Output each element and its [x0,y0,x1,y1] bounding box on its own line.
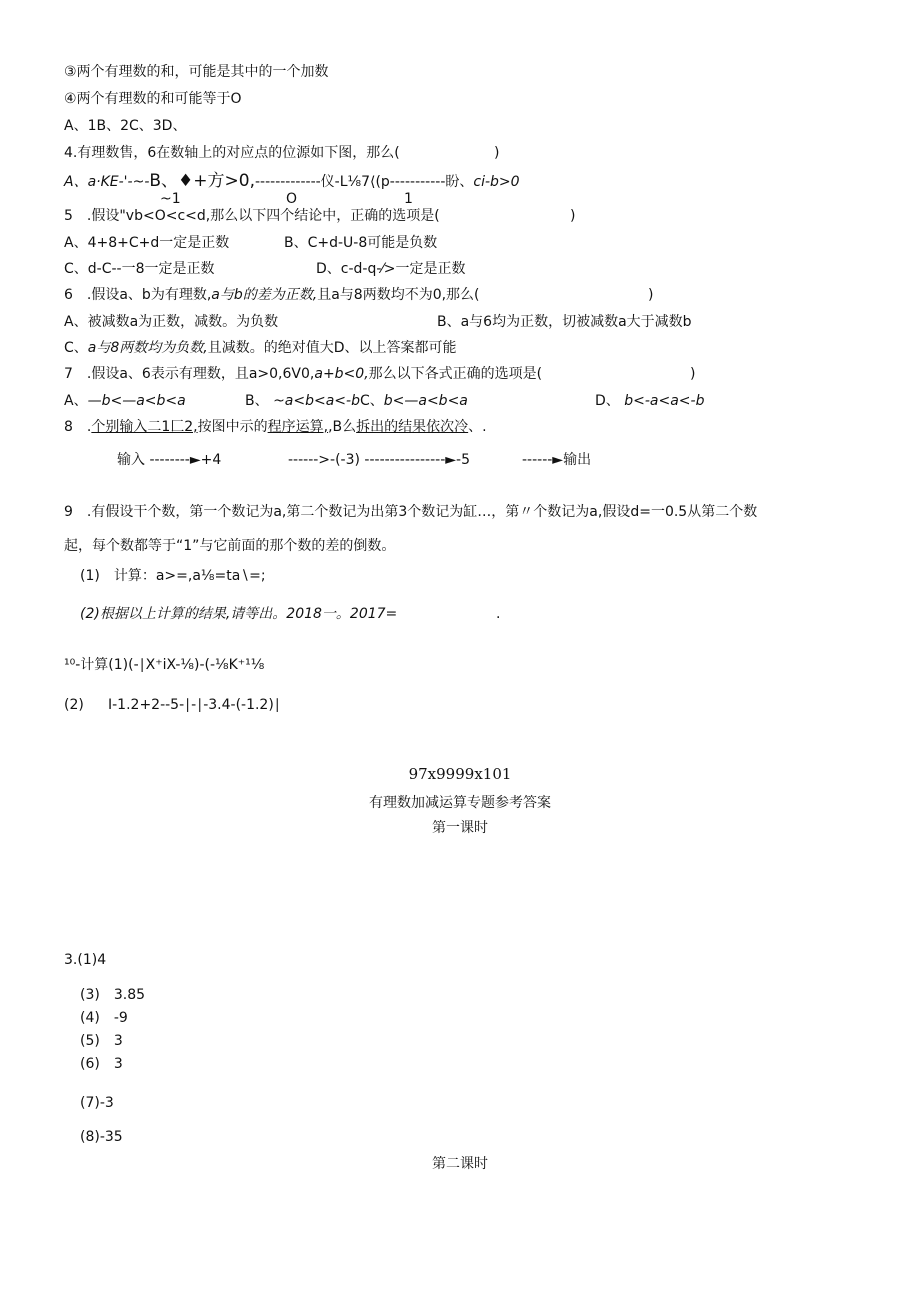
q8-middle-1: 按图中示的 [197,419,268,435]
q7-option-d-label: D、 [595,393,620,409]
q4-option-d: ci-b>0 [473,174,520,190]
answer-3-5: (5) 3 [80,1033,123,1049]
q4-axis-label-0: O [286,191,298,207]
q10-line-2-number: (2) [64,697,84,713]
q8-flow-middle: ------>-(-3) ----------------►-5 [288,452,470,468]
q7-stem-end: ) [690,366,696,382]
lesson-2-heading: 第二课时 [432,1156,488,1172]
q5-stem-end: ) [570,208,576,224]
q9-part-2: (2)根据以上计算的结果,请等出。2018一。2017= [80,606,398,622]
q8-stem [64,418,487,436]
q6-option-c-label: C、 [64,340,88,356]
q9-part-2-end: . [496,606,501,622]
answer-3-8: (8)-35 [80,1129,123,1145]
answer-3-4: (4) -9 [80,1010,128,1026]
q4-number-line [64,172,520,191]
q6-option-b: B、a与6均为正数，切被减数a大于减数b [437,314,692,330]
q6-option-c-part3: 且减数。的绝对值大D、以上答案都可能 [207,340,457,356]
q4-axis-label-1: 1 [404,191,413,207]
q7-option-a-label: A、 [64,393,88,409]
q6-option-c-part2: a与8两数均为负数, [87,340,208,356]
q7-option-a [64,392,186,410]
q6-stem-part2: a与b的差为正数, [211,287,318,303]
q5-stem: 5 .假设"vb<O<c<d,那么以下四个结论中，正确的选项是( [64,208,440,224]
q4-stem: 4.有理数售，6在数轴上的对应点的位源如下图，那么( [64,145,400,161]
q10-line-2: I-1.2+2--5-∣-∣-3.4-(-1.2)∣ [108,697,281,713]
q7-option-a-expr: —b<—a<b<a [87,393,186,409]
answer-3-6: (6) 3 [80,1056,123,1072]
q3-choices: A、1B、2C、3D、 [64,118,187,134]
q9-line-1: 9 .有假设干个数，第一个数记为a,第二个数记为出第3个数记为缸…，第〃个数记为a,假设d=一0.5从第二个数 [64,504,758,520]
q5-option-d: D、c-d-q-⁄>一定是正数 [316,261,466,277]
q10-line-1: ¹⁰-计算(1)(-∣X⁺iX-⅛)-(-⅛K⁺¹⅛ [64,657,265,673]
q7-option-c-label: C、 [359,393,384,409]
q5-option-c: C、d-C--一8一定是正数 [64,261,215,277]
q4-option-a: A、a·KE-'-~- [64,174,150,190]
q6-option-c [64,339,457,357]
answer-title: 有理数加减运算专题参考答案 [369,795,551,811]
q6-stem-end: ) [648,287,654,303]
q7-stem-part3: 那么以下各式正确的选项是( [368,366,543,382]
q4-option-b: B、♦+方>0, [149,171,255,191]
q7-option-c-expr: b<—a<b<a [383,393,468,409]
q7-option-b [245,392,468,410]
q7-stem-part1: 7 .假设a、6表示有理数，且a>0,6V0, [64,366,315,382]
answer-3-1: 3.(1)4 [64,952,107,968]
q4-axis-text: -------------仪-L⅛7⟨(p-----------盼、 [255,174,474,190]
q4-stem-end: ) [494,145,500,161]
q8-underlined-3: 拆出的结果依次冷 [356,419,469,435]
q5-option-a: A、4+8+C+d一定是正数 [64,235,230,251]
q4-axis-label-neg1: ~1 [160,191,181,207]
lesson-1-heading: 第一课时 [432,820,488,836]
q6-option-a: A、被减数a为正数，减数。为负数 [64,314,279,330]
q6-stem [64,286,480,304]
q6-stem-part3: 且a与8两数均不为0,那么( [317,287,480,303]
q8-underlined-2: 程序运算, [267,419,329,435]
q8-number: 8 . [64,419,92,435]
q9-part-1: (1) 计算：a>=,a⅛=ta∖=; [80,568,266,584]
answer-3-3: (3) 3.85 [80,987,146,1003]
q5-option-b: B、C+d-U-8可能是负数 [284,235,438,251]
q7-option-d [595,392,704,410]
q7-option-b-expr: ~a<b<a<-b [273,393,360,409]
q8-flow-output: ------►输出 [522,452,592,468]
q7-stem [64,365,542,383]
answer-3-7: (7)-3 [80,1095,114,1111]
q3-option-3: ③两个有理数的和，可能是其中的一个加数 [64,64,329,80]
q7-option-b-label: B、 [245,393,269,409]
q3-option-4: ④两个有理数的和可能等于O [64,91,242,107]
q8-flow-input: 输入 --------►+4 [117,452,222,468]
q8-middle-2: ,B么 [328,419,357,435]
q8-underlined-1: 个别输入二1匚2, [91,419,198,435]
q7-stem-part2: a+b<0, [314,366,369,382]
q8-end: 、. [468,419,487,435]
q6-stem-part1: 6 .假设a、b为有理数, [64,287,212,303]
centered-expression: 97x9999x101 [408,765,512,783]
q7-option-d-expr: b<-a<a<-b [624,393,705,409]
q9-line-2: 起，每个数都等于“1”与它前面的那个数的差的倒数。 [64,538,396,554]
